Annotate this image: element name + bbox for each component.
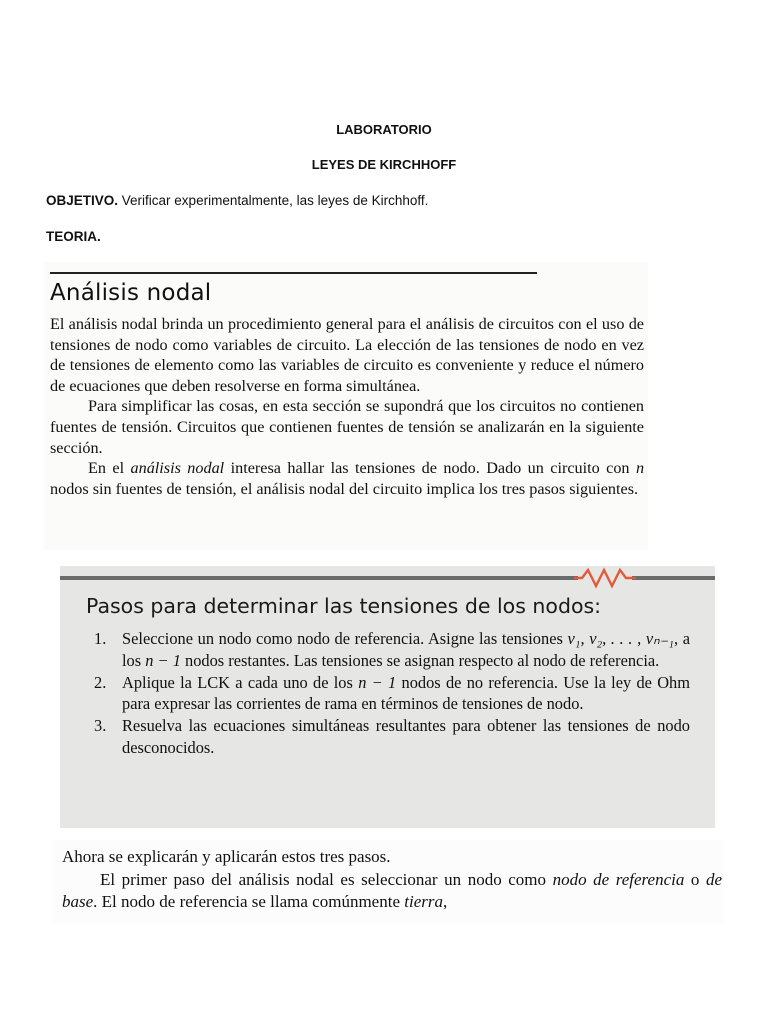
step-2 (94, 672, 690, 716)
p3-part-b: interesa hallar las tensiones de nodo. Dado un circuito con (230, 459, 630, 478)
c2-em2: de base (62, 869, 723, 912)
objective-label: OBJETIVO. (46, 193, 119, 208)
section-title: Análisis nodal (50, 280, 212, 306)
step-number: 3. (94, 716, 107, 736)
paragraph-2: Para simplificar las cosas, en esta sección se supondrá que los circuitos no contienen fuentes de tensión. Circuitos que contienen fuentes de tensión se analizarán en la siguiente sección. (50, 397, 644, 457)
section-rule (50, 272, 537, 274)
continuation-p2 (62, 869, 722, 914)
section-body (50, 314, 644, 499)
doc-title: LABORATORIO (336, 122, 432, 137)
textbook-scan-continuation (52, 840, 724, 924)
step-3 (94, 715, 690, 759)
step-2-text-b: nodos de no referencia. Use la ley de Ohm para expresar las corrientes de rama en términos de tensiones de nodo. (122, 672, 691, 714)
textbook-scan-nodal-analysis (44, 262, 648, 550)
step-1-text-c: nodos restantes. Las tensiones se asignan respecto al nodo de referencia. (185, 650, 660, 670)
p3-emphasis: análisis nodal (130, 459, 225, 478)
objective-text: Verificar experimentalmente, las leyes de Kirchhoff. (121, 193, 429, 208)
theory-label (46, 229, 101, 244)
steps-box (60, 566, 715, 828)
c2-d: , (442, 892, 448, 912)
step-2-n-expr: n − 1 (358, 672, 397, 692)
c2-c: . El nodo de referencia se llama comúnmente (93, 892, 400, 912)
c2-em3: tierra (404, 892, 443, 912)
box-top-bar-right (632, 576, 715, 580)
c2-b: o (690, 869, 700, 889)
paragraph-3 (50, 458, 644, 499)
continuation-p1: Ahora se explicarán y aplicarán estos tres pasos. (62, 847, 391, 866)
steps-title: Pasos para determinar las tensiones de los nodos: (86, 594, 602, 618)
c2-em1: nodo de referencia (552, 869, 685, 889)
step-number: 2. (94, 672, 107, 692)
paragraph-1: El análisis nodal brinda un procedimiento general para el análisis de circuitos con el uso de tensiones de nodo como variables de circuito. La elección de las tensiones de nodo en vez de tensiones de elemento como las variables de circuito es conveniente y reduce el número de ecuaciones que deben resolverse en forma simultánea. (50, 315, 644, 395)
step-3-text: Resuelva las ecuaciones simultáneas resultantes para obtener las tensiones de nodo desconocidos. (122, 716, 690, 757)
p3-part-c: nodos sin fuentes de tensión, el análisis nodal del circuito implica los tres pasos siguientes. (50, 479, 639, 498)
step-1-vars: v₁, v₂, . . . , vₙ₋₁ (567, 629, 674, 648)
step-1-text-b: , a los (122, 629, 690, 670)
step-number: 1. (94, 629, 107, 648)
step-1-text-a: Seleccione un nodo como nodo de referencia. Asigne las tensiones (122, 629, 563, 648)
step-1 (94, 628, 690, 672)
continuation-body (62, 846, 722, 914)
objective-line (46, 193, 428, 208)
p3-part-a: En el (88, 459, 125, 478)
doc-subtitle: LEYES DE KIRCHHOFF (311, 157, 457, 172)
steps-list (94, 628, 690, 759)
box-top-bar (60, 576, 578, 580)
step-2-text-a: Aplique la LCK a cada uno de los (122, 672, 353, 692)
step-1-n-expr: n − 1 (145, 650, 181, 670)
zigzag-resistor-icon (574, 566, 636, 590)
theory-label-text: TEORIA. (46, 229, 101, 244)
p3-n: n (635, 459, 645, 478)
c2-a: El primer paso del análisis nodal es seleccionar un nodo como (100, 869, 547, 889)
